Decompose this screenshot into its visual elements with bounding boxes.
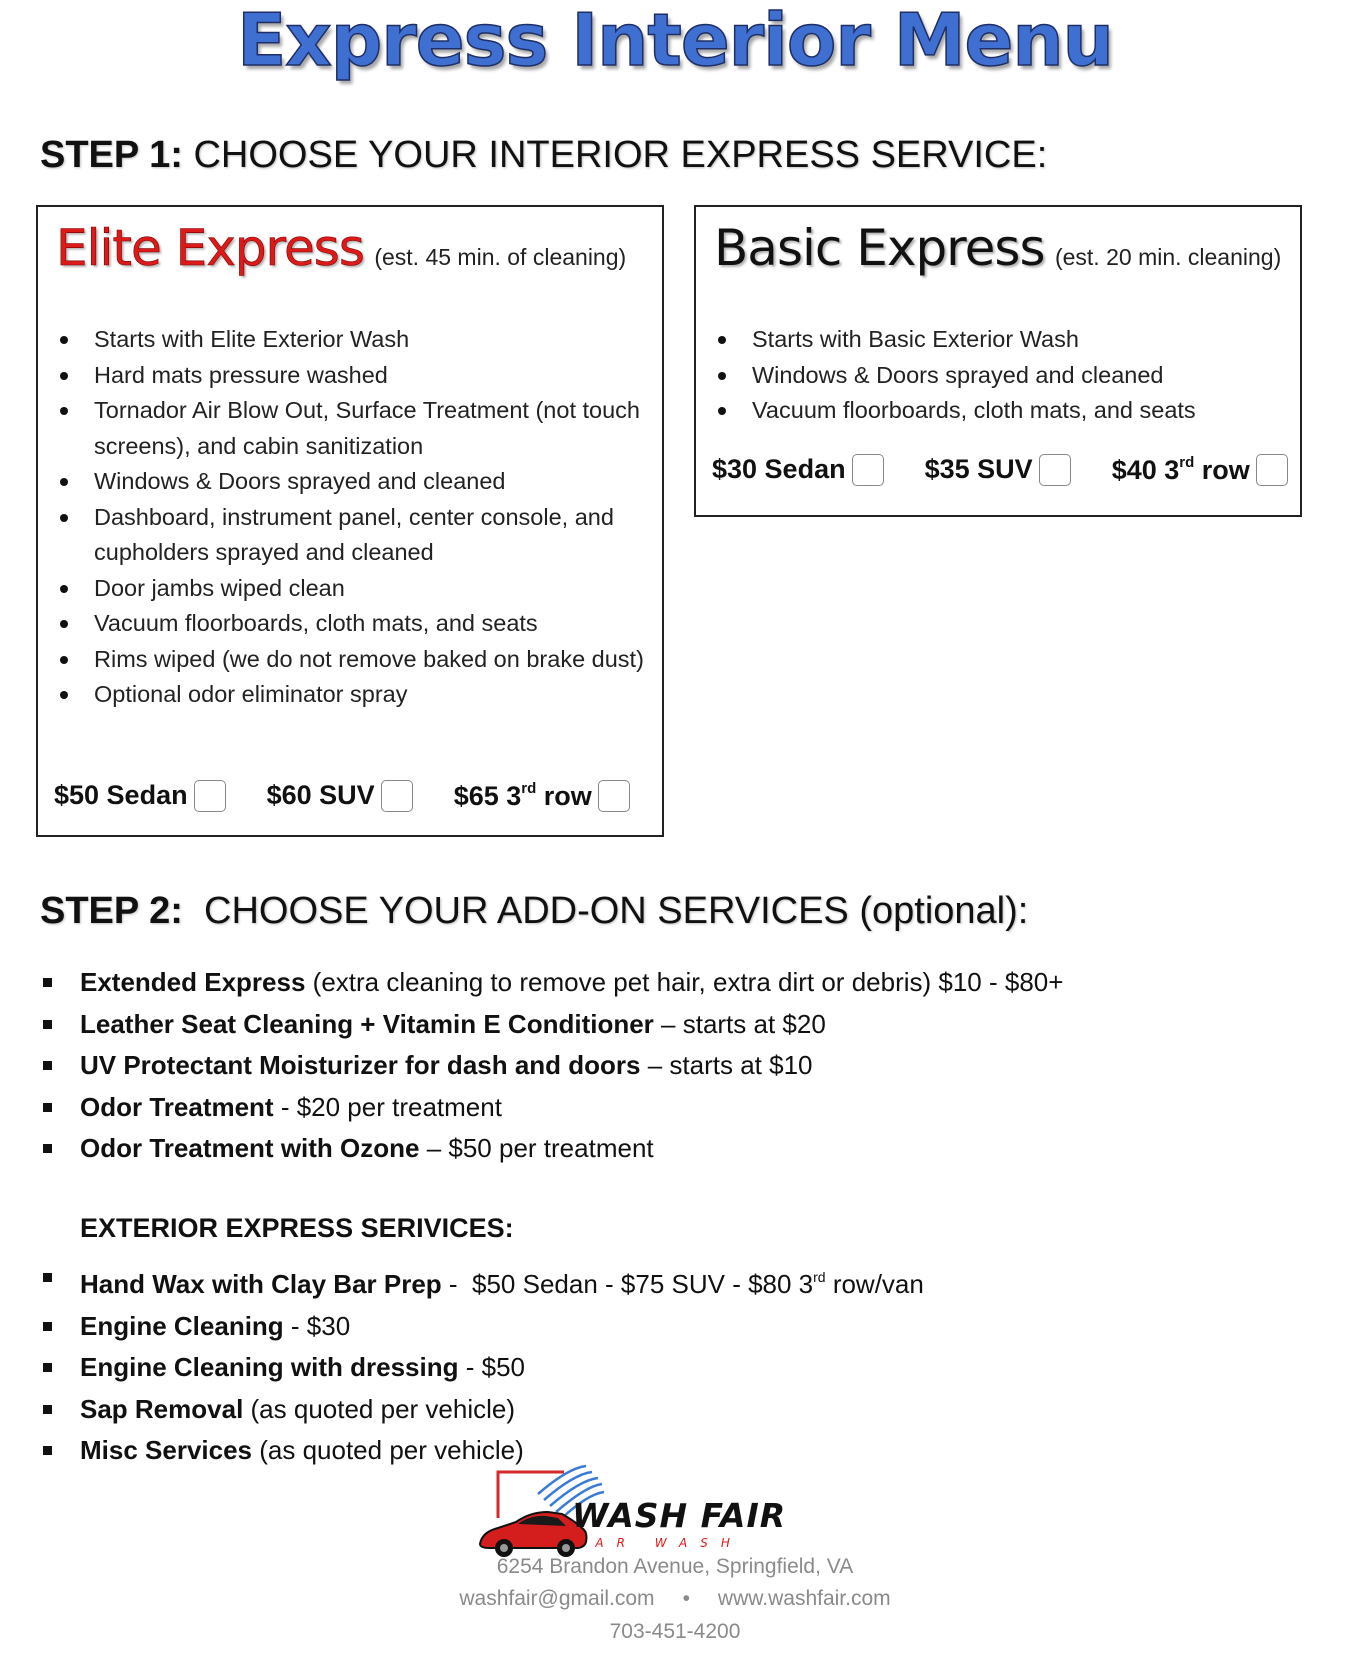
service-detail: (as quoted per vehicle): [243, 1393, 516, 1424]
price-sup: rd: [521, 779, 537, 797]
bullet-icon: [43, 1103, 52, 1112]
basic-suv-checkbox[interactable]: [1039, 454, 1071, 486]
elite-3rd-row-checkbox[interactable]: [598, 780, 630, 812]
elite-price-row: [54, 779, 630, 812]
basic-3rd-row-checkbox[interactable]: [1256, 454, 1288, 486]
list-item-text: Tornador Air Blow Out, Surface Treatment (not touch screens), and cabin sanitization: [94, 397, 640, 459]
step2-text: CHOOSE YOUR ADD-ON SERVICES (optional):: [182, 890, 1029, 932]
list-item: [712, 393, 1302, 429]
addon-detail: – starts at $20: [653, 1008, 826, 1039]
basic-express-card: [694, 205, 1302, 517]
basic-title: [714, 219, 1281, 277]
elite-estimate: (est. 45 min. of cleaning): [374, 244, 627, 270]
footer-contact: [0, 1587, 1350, 1611]
list-item-text: Vacuum floorboards, cloth mats, and seats: [752, 397, 1196, 423]
price-text: $65 3: [453, 780, 522, 811]
list-item-text: Hard mats pressure washed: [94, 361, 388, 388]
addon-name: Odor Treatment: [80, 1091, 274, 1122]
list-item: [40, 1087, 1063, 1129]
service-detail: - $50 Sedan - $75 SUV - $80 3: [441, 1269, 814, 1299]
list-item: [54, 322, 644, 358]
list-item: [54, 677, 644, 713]
list-item-text: Dashboard, instrument panel, center console, and cupholders sprayed and cleaned: [94, 503, 614, 565]
list-item-text: Door jambs wiped clean: [94, 574, 345, 601]
step1-colon: :: [170, 134, 183, 176]
bullet-icon: [43, 1061, 52, 1070]
basic-name: Basic Express: [714, 219, 1045, 277]
service-name: Misc Services: [80, 1435, 253, 1465]
step2-label: STEP 2:: [40, 890, 183, 932]
list-item: [40, 1004, 1063, 1046]
addon-name: Extended Express: [80, 967, 306, 997]
step1-label: STEP 1: [40, 134, 171, 176]
list-item: [40, 962, 1063, 1004]
list-item: [54, 393, 644, 464]
service-name: Engine Cleaning: [80, 1310, 284, 1341]
bullet-icon: [60, 585, 68, 593]
elite-express-card: [36, 205, 664, 837]
basic-price-row: [712, 453, 1288, 486]
elite-feature-list: [54, 322, 644, 713]
service-tail: row/van: [825, 1269, 924, 1299]
elite-suv-checkbox[interactable]: [381, 780, 413, 812]
list-item: [40, 1128, 1063, 1170]
footer-phone[interactable]: 703-451-4200: [609, 1620, 741, 1643]
footer-website[interactable]: www.washfair.com: [717, 1587, 891, 1610]
list-item: [40, 1347, 924, 1389]
list-item: [40, 1306, 924, 1348]
list-item: [40, 1257, 924, 1306]
list-item: [54, 500, 644, 571]
service-name: Sap Removal: [80, 1393, 244, 1424]
addon-list: [40, 962, 1063, 1170]
step1-text: CHOOSE YOUR INTERIOR EXPRESS SERVICE:: [182, 134, 1048, 176]
bullet-icon: [718, 372, 726, 380]
bullet-icon: [60, 514, 68, 522]
bullet-icon: [43, 1446, 52, 1455]
list-item-text: Starts with Basic Exterior Wash: [752, 326, 1079, 352]
bullet-icon: [718, 407, 726, 415]
basic-price-3rd-row: [1112, 454, 1250, 486]
addon-name: Odor Treatment with Ozone: [80, 1133, 420, 1163]
service-sup: rd: [813, 1269, 826, 1285]
bullet-icon: [60, 620, 68, 628]
price-tail: row: [1194, 454, 1250, 485]
addon-name: UV Protectant Moisturizer for dash and doors: [80, 1050, 641, 1080]
list-item: [712, 322, 1302, 358]
list-item: [54, 642, 644, 678]
bullet-icon: [43, 1322, 52, 1331]
list-item: [54, 571, 644, 607]
basic-estimate: (est. 20 min. cleaning): [1054, 244, 1282, 270]
price-tail: row: [536, 780, 592, 811]
service-detail: - $30: [283, 1310, 351, 1341]
bullet-icon: [718, 336, 726, 344]
list-item-text: Vacuum floorboards, cloth mats, and seats: [94, 610, 538, 636]
addon-detail: (extra cleaning to remove pet hair, extra dirt or debris) $10 - $80+: [305, 967, 1064, 997]
addon-detail: - $20 per treatment: [273, 1091, 502, 1122]
price-text: $40 3: [1111, 454, 1180, 485]
list-item-text: Starts with Elite Exterior Wash: [94, 326, 410, 352]
basic-price-sedan: $30 Sedan: [712, 454, 846, 485]
basic-sedan-checkbox[interactable]: [852, 454, 884, 486]
footer-email[interactable]: washfair@gmail.com: [459, 1587, 655, 1610]
list-item-text: Windows & Doors sprayed and cleaned: [752, 361, 1164, 388]
elite-sedan-checkbox[interactable]: [194, 780, 226, 812]
elite-name: Elite Express: [56, 219, 364, 277]
footer-address: 6254 Brandon Avenue, Springfield, VA: [496, 1555, 854, 1578]
list-item-text: Rims wiped (we do not remove baked on brake dust): [94, 645, 644, 672]
bullet-icon: [60, 691, 68, 699]
bullet-icon: [43, 1020, 52, 1029]
logo-subtitle: CAR WASH: [574, 1536, 743, 1550]
addon-name: Leather Seat Cleaning + Vitamin E Conditioner: [80, 1008, 654, 1039]
bullet-icon: [60, 372, 68, 380]
list-item: [712, 358, 1302, 394]
bullet-icon: [43, 1405, 52, 1414]
service-detail: (as quoted per vehicle): [252, 1435, 524, 1465]
service-name: Engine Cleaning with dressing: [80, 1352, 459, 1382]
logo-name: WASH FAIR: [572, 1496, 787, 1535]
list-item-text: Windows & Doors sprayed and cleaned: [94, 468, 506, 494]
exterior-heading: EXTERIOR EXPRESS SERIVICES:: [80, 1213, 514, 1243]
list-item-text: Optional odor eliminator spray: [94, 681, 408, 707]
list-item: [54, 464, 644, 500]
addon-detail: – starts at $10: [640, 1050, 813, 1080]
elite-price-sedan: $50 Sedan: [54, 780, 188, 811]
bullet-icon: [60, 336, 68, 344]
bullet-icon: [60, 407, 68, 415]
list-item: [54, 358, 644, 394]
service-name: Hand Wax with Clay Bar Prep: [80, 1269, 442, 1299]
list-item: [40, 1045, 1063, 1087]
elite-price-3rd-row: [454, 780, 592, 812]
step2-heading: [40, 890, 1028, 933]
addon-detail: – $50 per treatment: [419, 1133, 654, 1163]
service-detail: - $50: [458, 1352, 525, 1382]
bullet-icon: [60, 478, 68, 486]
bullet-icon: [43, 1363, 52, 1372]
bullet-icon: [43, 1273, 52, 1282]
price-sup: rd: [1179, 453, 1195, 471]
basic-price-suv: $35 SUV: [924, 454, 1033, 485]
list-item: [54, 606, 644, 642]
exterior-list: [40, 1257, 924, 1472]
bullet-icon: [43, 978, 52, 987]
basic-feature-list: [712, 322, 1302, 429]
footer-separator: •: [682, 1587, 690, 1610]
step1-heading: [40, 134, 1047, 177]
bullet-icon: [60, 656, 68, 664]
elite-title: [56, 219, 626, 277]
page-title: Express Interior Menu: [237, 0, 1113, 82]
list-item: [40, 1389, 924, 1431]
elite-price-suv: $60 SUV: [266, 780, 375, 811]
bullet-icon: [43, 1144, 52, 1153]
